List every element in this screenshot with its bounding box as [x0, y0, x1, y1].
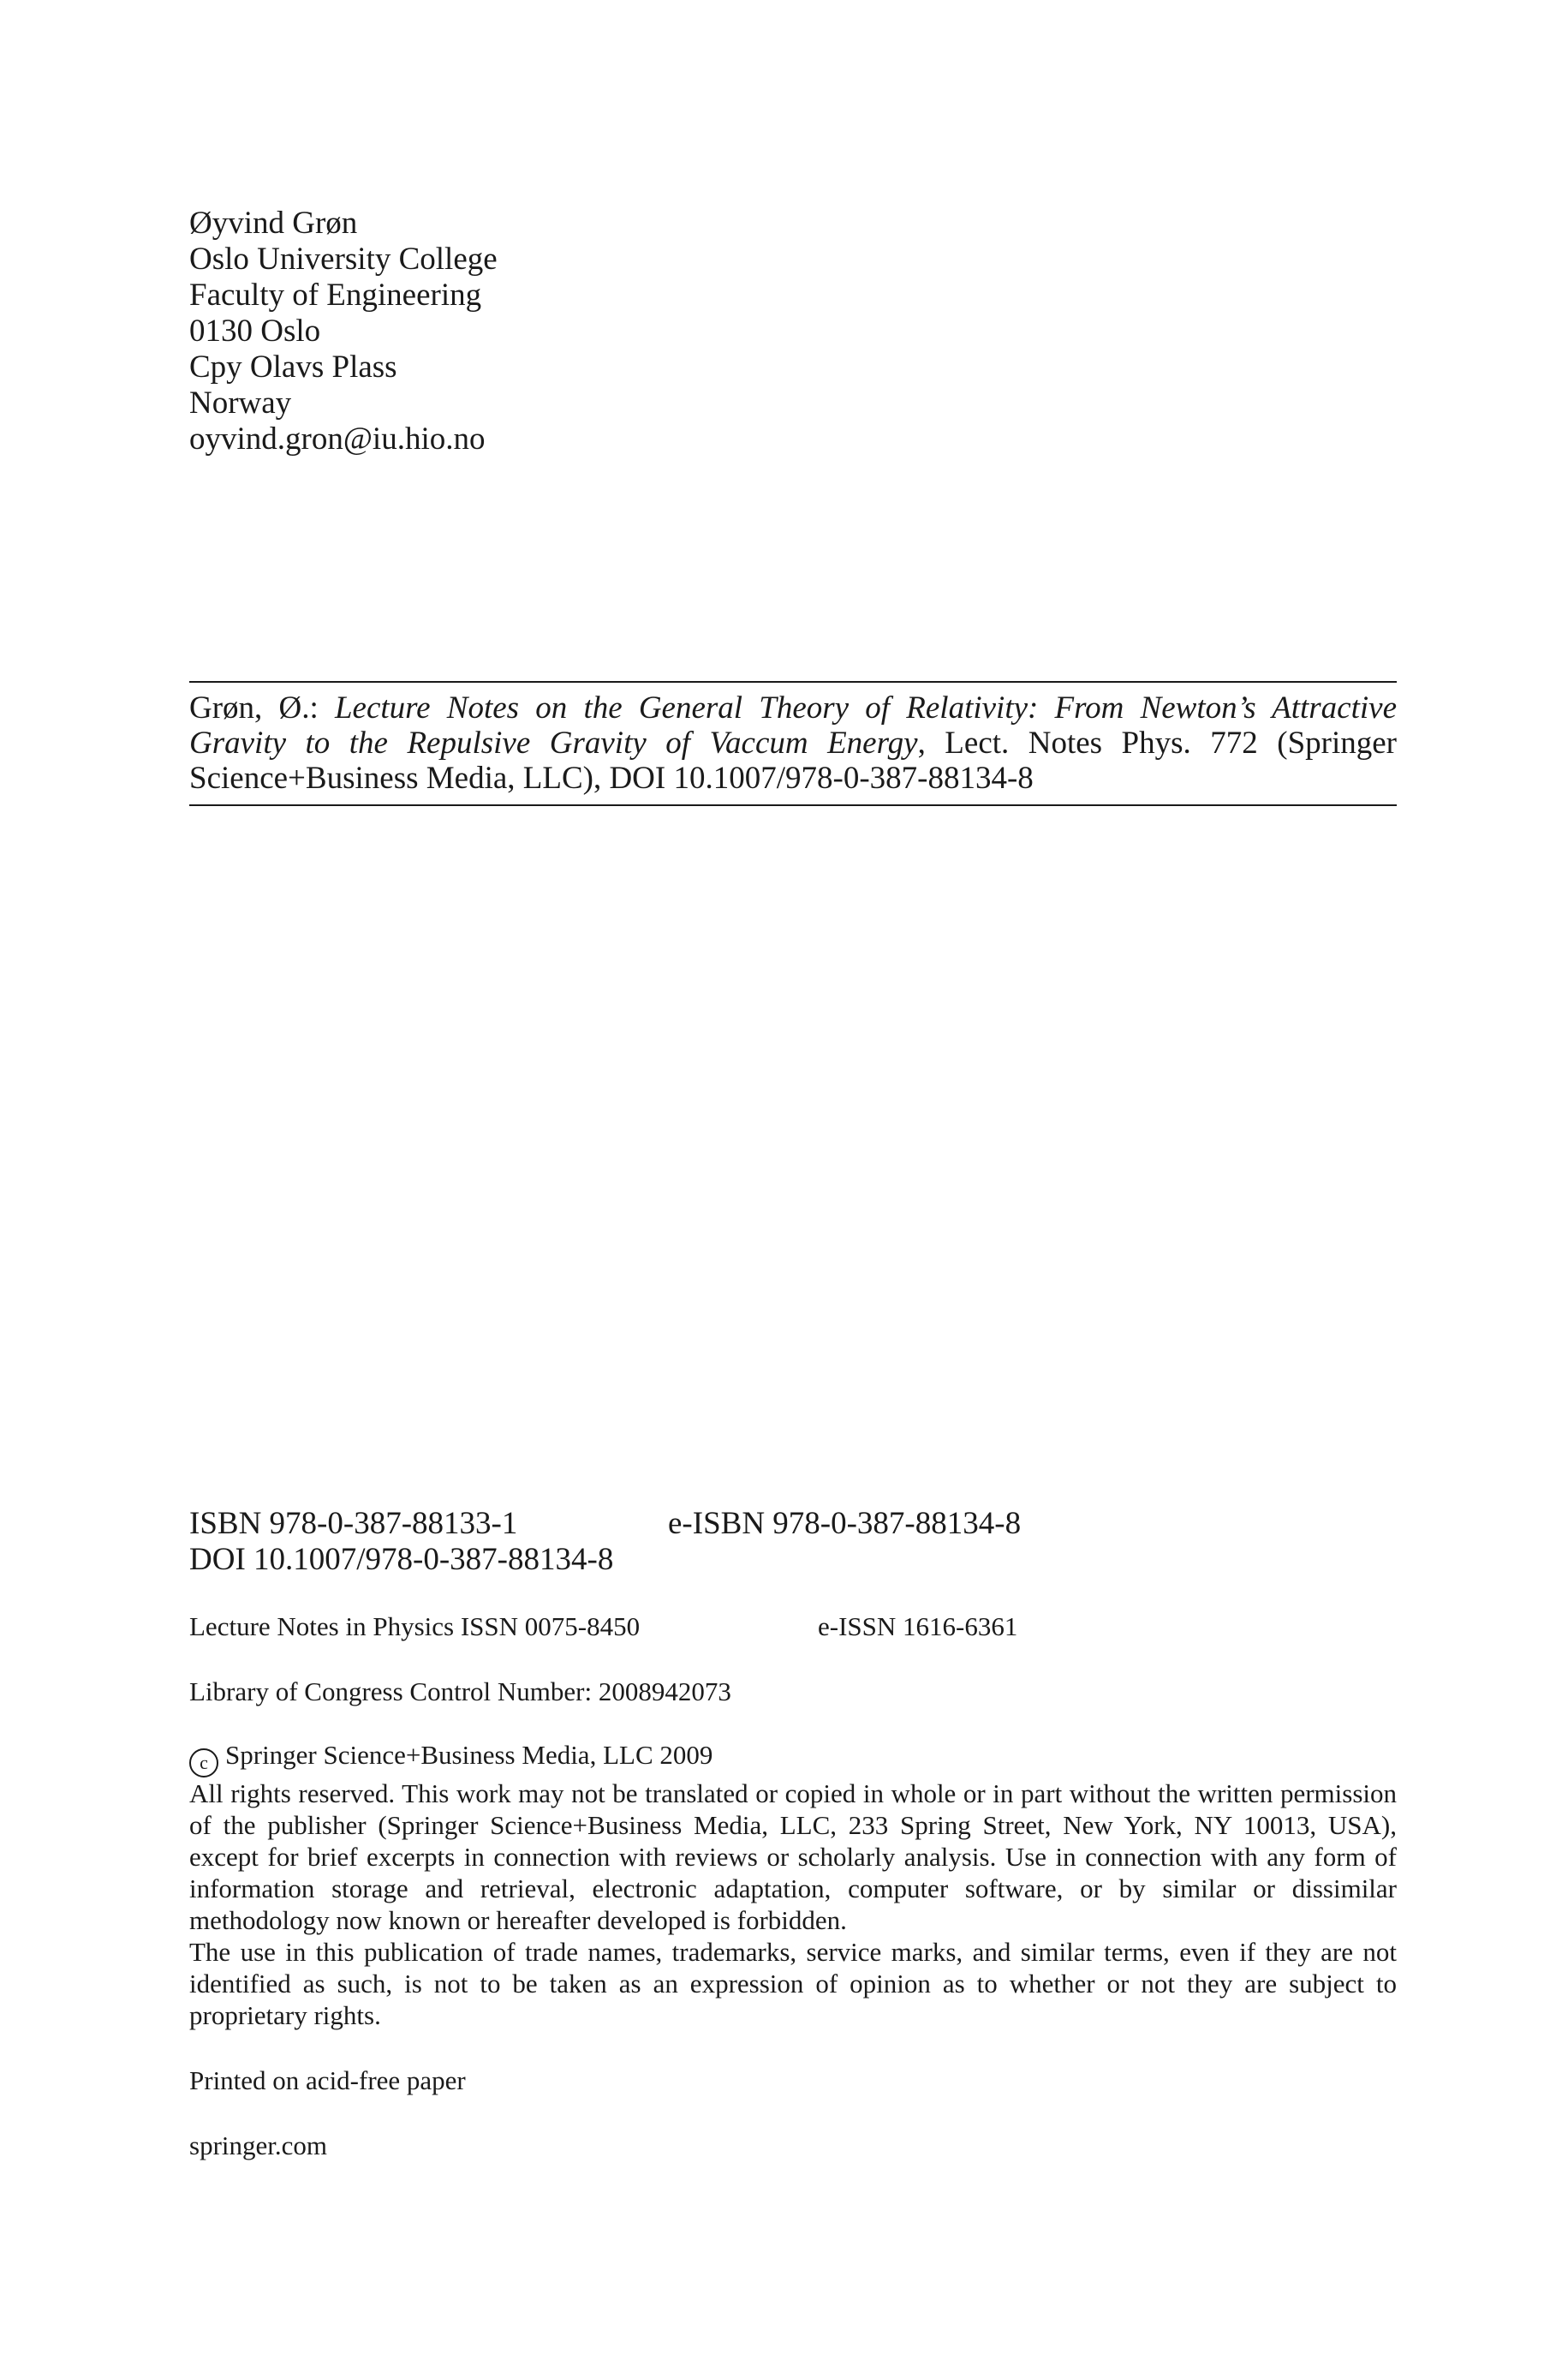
rights-paragraph: All rights reserved. This work may not be translated or copied in whole or in part without the written permission of the publisher (Springer Science+Business Media, LLC, 233 Spring Street, New York, NY 10013, USA), except for brief excerpts in connection with reviews or scholarly analysis. Use in connection with any form of information storage and retrieval, electronic adaptation, computer software, or by similar or dissimilar methodology now known or hereafter developed is forbidden. — [189, 1778, 1397, 1935]
citation-author: Grøn, Ø.: — [189, 690, 319, 726]
author-address — [189, 206, 498, 457]
citation-details: , Lect. Notes Phys. 772 (Springer Science+Business Media, LLC), DOI 10.1007/978-0-387-88134-8 — [189, 726, 1397, 796]
series-block — [189, 1610, 1397, 1642]
website-link[interactable]: springer.com — [189, 2130, 327, 2160]
institution: Oslo University College — [189, 242, 498, 277]
doi: DOI 10.1007/978-0-387-88134-8 — [189, 1542, 614, 1577]
faculty: Faculty of Engineering — [189, 278, 482, 313]
copyright-page — [189, 0, 1397, 2378]
isbn: ISBN 978-0-387-88133-1 — [189, 1506, 518, 1541]
email-link[interactable]: oyvind.gron@iu.hio.no — [189, 421, 486, 457]
trademarks-paragraph: The use in this publication of trade names, trademarks, service marks, and similar terms, even if they are not identified as such, is not to be taken as an expression of opinion as to whether or not they are subject to proprietary rights. — [189, 1937, 1397, 2030]
isbn-block — [189, 1506, 1397, 1578]
citation-title: Lecture Notes on the General Theory of Relativity: From Newton’s Attractive Gravity to the Repulsive Gravity of Vaccum Energy — [189, 690, 1398, 761]
country: Norway — [189, 385, 292, 421]
series-issn: Lecture Notes in Physics ISSN 0075-8450 — [189, 1611, 641, 1641]
author-name: Øyvind Grøn — [189, 206, 358, 241]
copyright-line — [189, 1739, 1397, 1778]
series-e-issn: e-ISSN 1616-6361 — [818, 1611, 1018, 1641]
street: Cpy Olavs Plass — [189, 350, 397, 385]
postal-code-city: 0130 Oslo — [189, 314, 321, 349]
citation-block — [189, 681, 1397, 806]
printed-note: Printed on acid-free paper — [189, 2065, 466, 2095]
e-isbn: e-ISBN 978-0-387-88134-8 — [668, 1506, 1022, 1541]
lccn: Library of Congress Control Number: 2008942073 — [189, 1676, 731, 1706]
copyright-block — [189, 1739, 1397, 2031]
copyright-icon: c — [189, 1748, 218, 1778]
copyright-holder: Springer Science+Business Media, LLC 2009 — [225, 1740, 713, 1770]
